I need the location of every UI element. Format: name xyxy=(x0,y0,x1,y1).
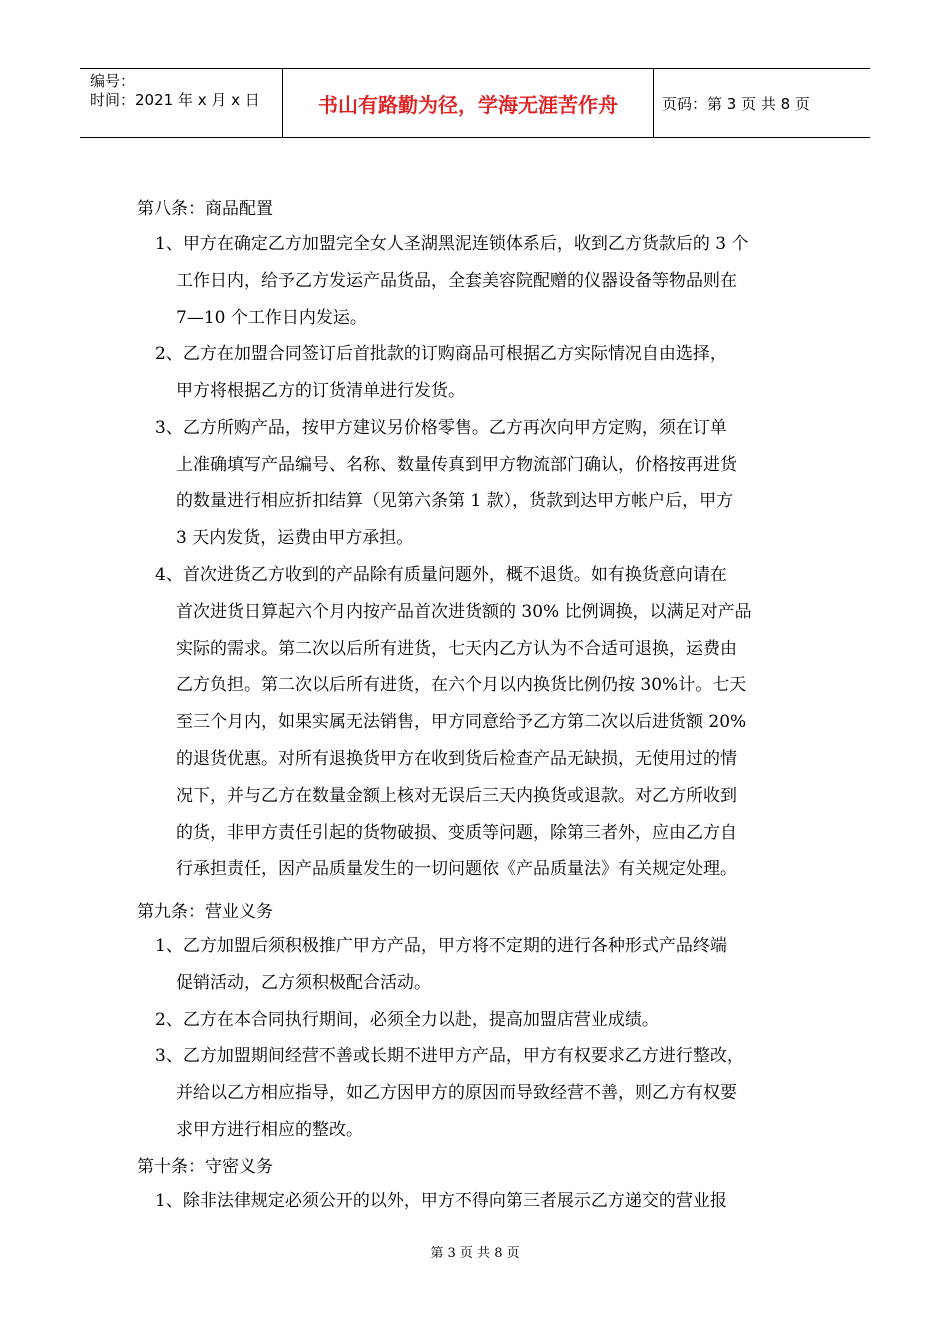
article-9-item-2-line: 2、乙方在本合同执行期间，必须全力以赴，提高加盟店营业成绩。 xyxy=(155,1010,659,1030)
header-page-info: 页码：第 3 页 共 8 页 xyxy=(662,95,810,113)
article-8-item-1-line: 工作日内，给予乙方发运产品货品，全套美容院配赠的仪器设备等物品则在 xyxy=(176,271,737,291)
article-8-title: 第八条：商品配置 xyxy=(137,199,273,219)
article-8-item-4-line: 行承担责任，因产品质量发生的一切问题依《产品质量法》有关规定处理。 xyxy=(176,859,737,879)
article-8-item-4-line: 实际的需求。第二次以后所有进货，七天内乙方认为不合适可退换，运费由 xyxy=(176,639,737,659)
document-date-label: 时间：2021 年 x 月 x 日 xyxy=(90,91,260,109)
header-meta-cell xyxy=(80,69,283,137)
header-page-cell xyxy=(654,69,870,137)
article-8-item-4-line: 的货，非甲方责任引起的货物破损、变质等问题，除第三者外，应由乙方自 xyxy=(176,823,737,843)
header-motto: 书山有路勤为径，学海无涯苦作舟 xyxy=(318,93,618,117)
article-8-item-4-line: 况下，并与乙方在数量金额上核对无误后三天内换货或退款。对乙方所收到 xyxy=(176,786,737,806)
article-9-item-3-line: 3、乙方加盟期间经营不善或长期不进甲方产品，甲方有权要求乙方进行整改， xyxy=(155,1046,744,1066)
article-8-item-2-line: 2、乙方在加盟合同签订后首批款的订购商品可根据乙方实际情况自由选择， xyxy=(155,344,727,364)
article-9-item-1-line: 1、乙方加盟后须积极推广甲方产品，甲方将不定期的进行各种形式产品终端 xyxy=(155,936,727,956)
article-8-item-4-line: 首次进货日算起六个月内按产品首次进货额的 30% 比例调换，以满足对产品 xyxy=(176,602,752,622)
article-8-item-3-line: 3、乙方所购产品，按甲方建议另价格零售。乙方再次向甲方定购，须在订单 xyxy=(155,418,727,438)
article-10-item-1-line: 1、除非法律规定必须公开的以外，甲方不得向第三者展示乙方递交的营业报 xyxy=(155,1191,727,1211)
article-8-item-3-line: 的数量进行相应折扣结算（见第六条第 1 款），货款到达甲方帐户后，甲方 xyxy=(176,491,734,511)
article-9-title: 第九条：营业义务 xyxy=(137,902,273,922)
article-9-item-3-line: 并给以乙方相应指导，如乙方因甲方的原因而导致经营不善，则乙方有权要 xyxy=(176,1083,737,1103)
document-number-label: 编号： xyxy=(90,72,136,90)
article-8-item-4-line: 至三个月内，如果实属无法销售，甲方同意给予乙方第二次以后进货额 20% xyxy=(176,712,747,732)
header-motto-cell xyxy=(283,69,654,137)
article-9-item-3-line: 求甲方进行相应的整改。 xyxy=(176,1120,363,1140)
article-8-item-1-line: 7—10 个工作日内发运。 xyxy=(176,308,367,328)
article-9-item-1-line: 促销活动，乙方须积极配合活动。 xyxy=(176,973,431,993)
article-8-item-4-line: 乙方负担。第二次以后所有进货，在六个月以内换货比例仍按 30%计。七天 xyxy=(176,675,747,695)
article-8-item-4-line: 的退货优惠。对所有退换货甲方在收到货后检查产品无缺损，无使用过的情 xyxy=(176,749,737,769)
article-8-item-4-line: 4、首次进货乙方收到的产品除有质量问题外，概不退货。如有换货意向请在 xyxy=(155,565,727,585)
article-8-item-3-line: 3 天内发货，运费由甲方承担。 xyxy=(176,528,414,548)
page-header xyxy=(80,68,870,138)
article-8-item-1-line: 1、甲方在确定乙方加盟完全女人圣湖黑泥连锁体系后，收到乙方货款后的 3 个 xyxy=(155,234,749,254)
article-10-title: 第十条：守密义务 xyxy=(137,1157,273,1177)
article-8-item-2-line: 甲方将根据乙方的订货清单进行发货。 xyxy=(176,381,465,401)
article-8-item-3-line: 上准确填写产品编号、名称、数量传真到甲方物流部门确认，价格按再进货 xyxy=(176,455,737,475)
page-footer: 第 3 页 共 8 页 xyxy=(430,1246,520,1261)
